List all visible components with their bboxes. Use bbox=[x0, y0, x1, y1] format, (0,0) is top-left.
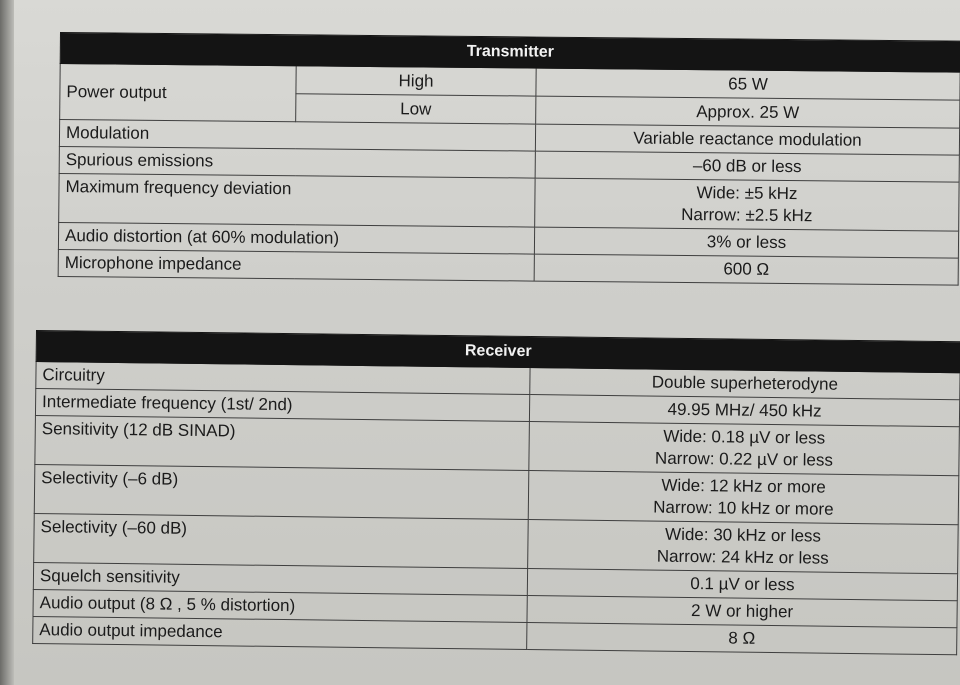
spec-value bbox=[528, 520, 959, 574]
spec-value-line: 49.95 MHz/ 450 kHz bbox=[667, 399, 822, 421]
spec-label: Audio output (8 Ω , 5 % distortion) bbox=[33, 589, 527, 622]
spec-value-line: Narrow: 0.22 µV or less bbox=[654, 448, 834, 470]
receiver-title: Receiver bbox=[36, 331, 960, 373]
spec-label: Circuitry bbox=[36, 362, 530, 395]
spec-value-line: Wide: 30 kHz or less bbox=[664, 524, 822, 546]
spec-label: Maximum frequency deviation bbox=[59, 173, 535, 227]
spec-value-line: Double superheterodyne bbox=[651, 372, 839, 394]
spec-value-line: Narrow: 10 kHz or more bbox=[653, 497, 834, 519]
power-high-value: 65 W bbox=[536, 68, 960, 100]
spec-value-line: Wide: 12 kHz or more bbox=[661, 475, 826, 497]
spec-value bbox=[534, 227, 958, 258]
spec-value-line: Wide: ±5 kHz bbox=[696, 183, 798, 204]
spec-value bbox=[528, 471, 959, 525]
spec-value-line: 600 Ω bbox=[723, 259, 770, 279]
spec-label: Selectivity (–6 dB) bbox=[34, 464, 529, 519]
transmitter-spec-table bbox=[58, 32, 960, 286]
spec-value-line: Wide: 0.18 µV or less bbox=[663, 426, 826, 448]
spec-value bbox=[535, 178, 959, 231]
spec-value bbox=[527, 623, 957, 655]
spec-label: Squelch sensitivity bbox=[33, 562, 527, 595]
spec-label: Microphone impedance bbox=[58, 249, 534, 281]
spec-value-line: 2 W or higher bbox=[690, 601, 794, 622]
power-output-label: Power output bbox=[60, 64, 297, 122]
spec-value-line: 3% or less bbox=[706, 232, 787, 252]
spec-label: Audio output impedance bbox=[33, 616, 527, 649]
receiver-spec-table bbox=[32, 330, 960, 655]
spec-value-line: Variable reactance modulation bbox=[633, 128, 862, 150]
spec-value-line: 0.1 µV or less bbox=[690, 574, 795, 595]
spec-value-line: 8 Ω bbox=[728, 628, 756, 648]
spec-value-line: –60 dB or less bbox=[692, 156, 802, 177]
spec-value-line: Narrow: ±2.5 kHz bbox=[681, 204, 813, 226]
power-low-label: Low bbox=[296, 94, 536, 124]
spec-value bbox=[535, 151, 959, 182]
spec-row-maximum-frequency-deviation bbox=[59, 173, 959, 231]
spec-label: Intermediate frequency (1st/ 2nd) bbox=[35, 389, 529, 422]
transmitter-title: Transmitter bbox=[60, 33, 960, 73]
spec-label: Audio distortion (at 60% modulation) bbox=[58, 222, 534, 254]
spec-label: Spurious emissions bbox=[59, 146, 535, 178]
page-binding-edge bbox=[0, 0, 14, 685]
spec-value-line: Narrow: 24 kHz or less bbox=[656, 546, 829, 568]
spec-value bbox=[529, 422, 960, 476]
spec-value bbox=[534, 254, 958, 285]
spec-label: Sensitivity (12 dB SINAD) bbox=[35, 415, 530, 470]
power-low-value: Approx. 25 W bbox=[536, 96, 960, 128]
power-high-label: High bbox=[296, 66, 536, 96]
spec-label: Selectivity (–60 dB) bbox=[34, 513, 529, 568]
spec-label: Modulation bbox=[59, 120, 535, 152]
spec-value bbox=[535, 124, 959, 155]
